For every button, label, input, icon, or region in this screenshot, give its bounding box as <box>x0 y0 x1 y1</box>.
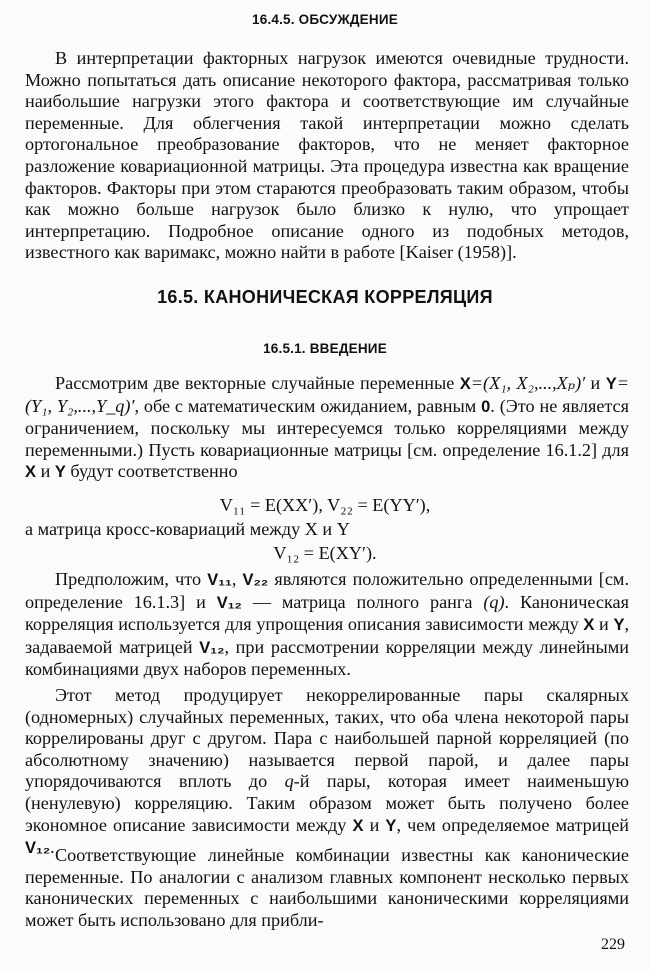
p2-matrix-v12: V₁₂ <box>199 638 225 657</box>
p2-text-4: . Каноническая корреляция используется для упрощения описания зависимости между <box>25 591 629 635</box>
p4-text: Соответствующие линейные комбинации известны как канонические переменные. По аналогии с анализом главных компонент несколько первых канонических переменных с наибольшими каноническими корреляциями может быть использовано для прибли- <box>25 845 629 930</box>
intro-text-3: . (Это не является ограничением, поскольку мы интересуемся только корреляциями между переменными.) Пусть ковариационные матрицы [см. определение 16.1.2] для <box>25 395 629 460</box>
intro-text-4: будут соответственно <box>65 461 238 482</box>
p2-text-1: Предположим, что <box>55 569 208 589</box>
vector-x: X <box>459 375 471 393</box>
p3-q: q <box>284 771 294 792</box>
p3-vector-y: Y <box>385 816 397 835</box>
p3-matrix-v12: V₁₂ <box>25 839 51 858</box>
matrix-v11: V₁₁ <box>207 571 232 589</box>
intro-and-2: и <box>36 461 55 482</box>
p3-text-4: . <box>50 837 55 858</box>
equation-cross-covariance: V₁₂ = E(XY′). <box>273 543 377 563</box>
cross-covariance-line: а матрица кросс-ковариаций между X и Y <box>25 519 350 539</box>
p3-text-1: Этот метод продуцирует некоррелированные пары скалярных (одномерных) случайных переменных, таких, что оба члена некоторой пары коррелированы друг с другом. Пара с наибольшей парной корреляцией (по абсолютному значению) называется первой парой, и далее пары упорядочиваются вплоть до <box>25 685 629 792</box>
p2-text-3: — матрица полного ранга <box>241 591 484 612</box>
matrix-v22: V₂₂ <box>242 571 269 589</box>
p3-vector-x: X <box>352 816 364 835</box>
p2-vector-y: Y <box>613 616 625 635</box>
intro-text-2: , обе с математическим ожиданием, равным <box>134 395 482 416</box>
vector-x-definition: =(X₁, X₂,...,Xₚ)′ <box>470 373 586 393</box>
p2-text-6: , при рассмотрении корреляции между линейными комбинациями двух наборов переменных. <box>25 636 630 680</box>
method-paragraph <box>25 685 629 860</box>
intro-text-1: Рассмотрим две векторные случайные переменные <box>55 373 460 393</box>
matrix-v12: V₁₂ <box>216 593 242 612</box>
zero-vector: 0 <box>481 397 491 416</box>
cross-covariance-text <box>25 519 629 541</box>
p3-and: и <box>363 814 386 835</box>
rank-q: (q) <box>483 591 505 612</box>
subsection-heading-introduction: 16.5.1. ВВЕДЕНИЕ <box>263 341 387 356</box>
assumption-paragraph <box>25 569 629 681</box>
intro-paragraph <box>25 373 629 484</box>
vector-y-ref: Y <box>54 463 66 482</box>
intro-and: и <box>585 373 606 393</box>
section-heading-discussion: 16.4.5. ОБСУЖДЕНИЕ <box>252 12 398 27</box>
discussion-text: В интерпретации факторных нагрузок имеются очевидные трудности. Можно попытаться дать описание некоторого фактора, рассматривая только наибольшие нагрузки этого фактора и соответствующие им случайные переменные. Для облегчения такой интерпретации можно сделать ортогональное преобразование факторов, что не меняет факторное разложение ковариационной матрицы. Эта процедура известна как вращение факторов. Факторы при этом стараются преобразовать таким образом, чтобы как можно больше нагрузок было близко к нулю, что упрощает интерпретацию. Подробное описание одного из подобных методов, известного как варимакс, можно найти в работе [Kaiser (1958)]. <box>25 48 629 263</box>
p2-vector-x: X <box>583 616 595 635</box>
p2-comma: , <box>231 569 243 589</box>
p2-and: и <box>594 614 614 635</box>
p3-text-2: -й пары, которая имеет наименьшую (ненулевую) корреляцию. Таким образом может быть получено более экономное описание зависимости между <box>25 771 629 835</box>
vector-y-definition: =(Y₁, Y₂,...,Y_q)′ <box>25 373 629 416</box>
page-number: 229 <box>601 936 625 953</box>
vector-x-ref: X <box>25 463 37 482</box>
canonical-variables-paragraph <box>25 845 629 931</box>
vector-y: Y <box>605 375 617 393</box>
section-heading-canonical-correlation: 16.5. КАНОНИЧЕСКАЯ КОРРЕЛЯЦИЯ <box>157 287 493 307</box>
p2-text-5: , задаваемой матрицей <box>25 614 629 657</box>
p3-text-3: , чем определяемое матрицей <box>396 814 630 835</box>
p2-text-2: являются положительно определенными [см. определение 16.1.3] и <box>25 569 629 612</box>
equation-covariance-matrices: V₁₁ = E(XX′), V₂₂ = E(YY′), <box>219 495 431 515</box>
discussion-paragraph <box>25 48 629 264</box>
